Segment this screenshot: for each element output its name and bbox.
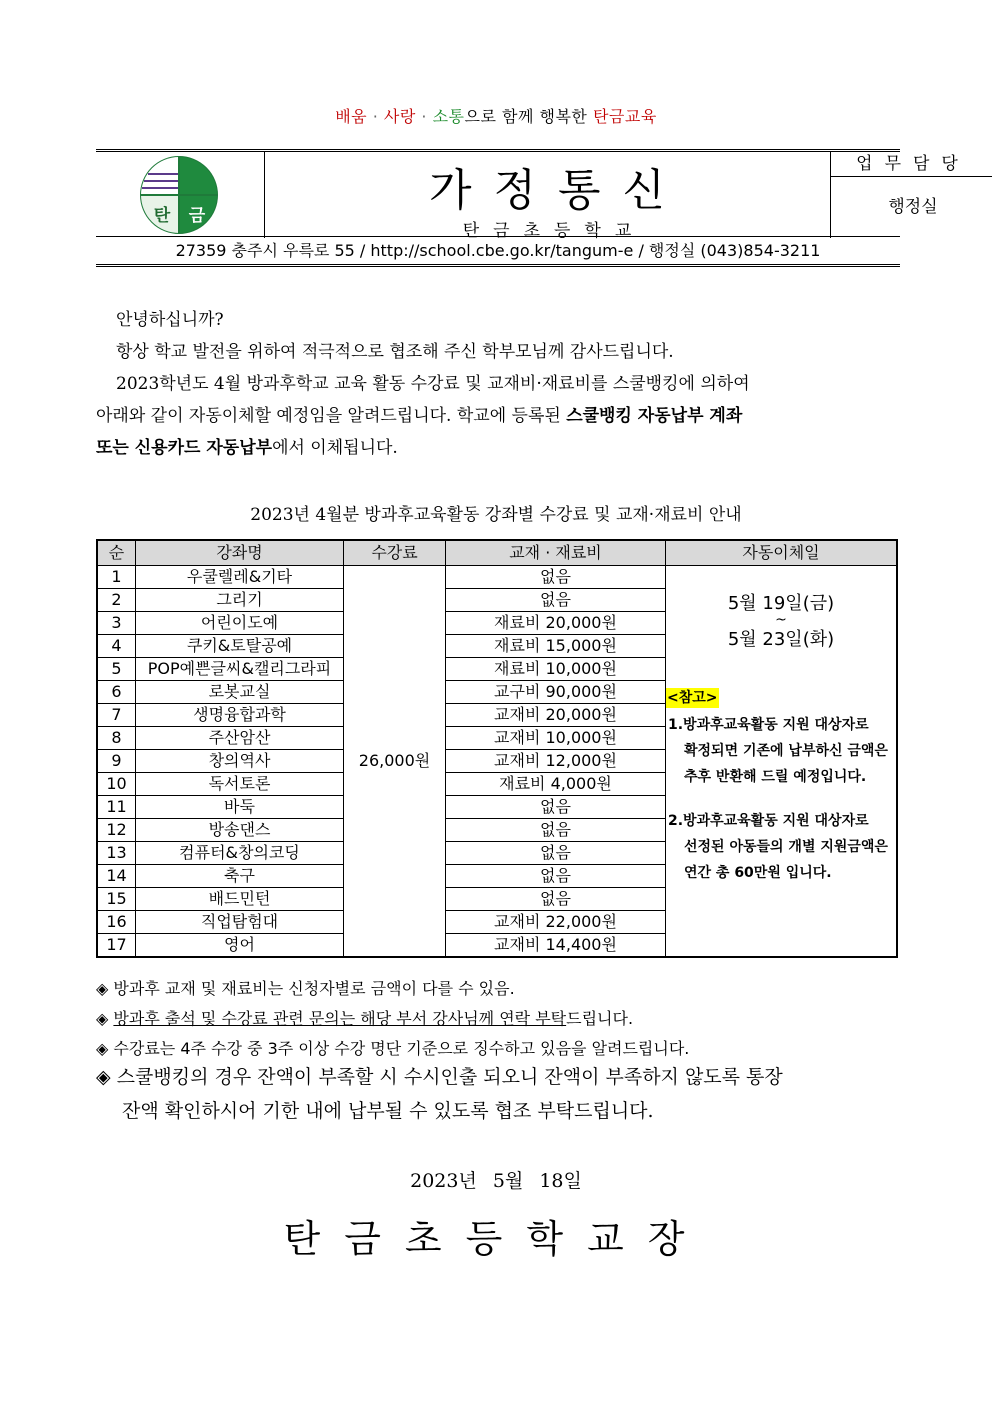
- note-1: [96, 976, 515, 999]
- cell-no: 7: [97, 704, 136, 727]
- cell-course-name: 독서토론: [136, 773, 344, 796]
- cell-no: 13: [97, 842, 136, 865]
- note-3: [96, 1036, 689, 1059]
- note-4a-text: 스쿨뱅킹의 경우 잔액이 부족할 시 수시인출 되오니 잔액이 부족하지 않도록 통장: [116, 1066, 783, 1088]
- cell-no: 8: [97, 727, 136, 750]
- cell-no: 6: [97, 681, 136, 704]
- letterhead: [96, 149, 970, 241]
- school-logo: [96, 152, 264, 238]
- cell-course-name: 어린이도예: [136, 612, 344, 635]
- cell-no: 11: [97, 796, 136, 819]
- ref-2b: 선정된 아동들의 개별 지원금액은: [684, 839, 888, 855]
- ref-1b: 확정되면 기존에 납부하신 금액은: [684, 743, 888, 759]
- cell-auto-transfer: [666, 566, 898, 958]
- cell-course-name: 바둑: [136, 796, 344, 819]
- intro-line3a: 2023학년도 4월 방과후학교 교육 활동 수강료 및 교재비·재료비를 스쿨뱅킹에 의하여: [116, 374, 750, 394]
- cell-no: 10: [97, 773, 136, 796]
- intro-line2: 항상 학교 발전을 위하여 적극적으로 협조해 주신 학부모님께 감사드립니다.: [116, 342, 674, 362]
- cell-no: 1: [97, 566, 136, 589]
- address-line: 27359 충주시 우륵로 55 / http://school.cbe.go.kr/tangum-e / 행정실 (043)854-3211: [96, 239, 900, 267]
- cell-course-name: 영어: [136, 934, 344, 958]
- ref-1c: 추후 반환해 드릴 예정입니다.: [684, 769, 867, 785]
- th-material: 교재 · 재료비: [446, 540, 666, 566]
- logo-cell: [96, 152, 265, 238]
- signer: 탄금초등학교장: [283, 1217, 709, 1261]
- cell-course-name: 우쿨렐레&기타: [136, 566, 344, 589]
- th-name: 강좌명: [136, 540, 344, 566]
- cell-fee: 26,000원: [344, 566, 446, 958]
- motto-a: 배움: [335, 107, 368, 126]
- table-header-row: [97, 540, 897, 566]
- bullet-icon: ◈: [96, 979, 109, 998]
- motto-d: 탄금교육: [592, 107, 657, 126]
- note-3-text: 수강료는 4주 수강 중 3주 이상 수강 명단 기준으로 징수하고 있음을 알려드립니다.: [113, 1039, 690, 1058]
- title-cell: [264, 152, 831, 241]
- note-1-text: 방과후 교재 및 재료비는 신청자별로 금액이 다를 수 있음.: [113, 979, 515, 998]
- cell-course-name: 창의역사: [136, 750, 344, 773]
- th-auto: 자동이체일: [666, 540, 898, 566]
- table-title: 2023년 4월분 방과후교육활동 강좌별 수강료 및 교재·재료비 안내: [250, 505, 742, 525]
- cell-material: 재료비 10,000원: [446, 658, 666, 681]
- note-2-underlined: 방과후 출석 및 수강료 관련 문의는 해당 부서 강사님께 연락 부탁: [113, 1009, 567, 1028]
- cell-material: 재료비 15,000원: [446, 635, 666, 658]
- cell-material: 없음: [446, 888, 666, 911]
- issue-date: 2023년 5월 18일: [410, 1170, 582, 1192]
- note-4: [96, 1060, 906, 1128]
- th-no: 순: [97, 540, 136, 566]
- cell-no: 12: [97, 819, 136, 842]
- ref-2c: 연간 총 60만원 입니다.: [684, 865, 832, 881]
- cell-course-name: 방송댄스: [136, 819, 344, 842]
- cell-course-name: 주산암산: [136, 727, 344, 750]
- cell-material: 교재비 22,000원: [446, 911, 666, 934]
- motto: [0, 104, 992, 127]
- school-name: 탄금초등학교: [462, 221, 646, 241]
- ref-2a: 2.방과후교육활동 지원 대상자로: [668, 813, 869, 829]
- cell-material: 없음: [446, 796, 666, 819]
- cell-course-name: 축구: [136, 865, 344, 888]
- intro-line3c-text: 에서 이체됩니다.: [272, 438, 398, 458]
- cell-course-name: POP예쁜글씨&캘리그라피: [136, 658, 344, 681]
- auto-date-end: 5월 23일(화): [727, 629, 835, 650]
- cell-no: 4: [97, 635, 136, 658]
- cell-course-name: 배드민턴: [136, 888, 344, 911]
- motto-c: 소통: [432, 107, 465, 126]
- ref-label: <참고>: [667, 690, 718, 706]
- greeting: [96, 304, 900, 464]
- note-4b: 잔액 확인하시어 기한 내에 납부될 수 있도록 협조 부탁드립니다.: [122, 1100, 654, 1122]
- fee-table: [96, 539, 898, 958]
- cell-no: 5: [97, 658, 136, 681]
- bullet-icon: ◈: [96, 1039, 109, 1058]
- cell-material: 없음: [446, 865, 666, 888]
- table-body: [97, 566, 897, 958]
- cell-no: 14: [97, 865, 136, 888]
- dept-name: 행정실: [888, 197, 938, 217]
- table-row: [97, 566, 897, 589]
- cell-no: 17: [97, 934, 136, 958]
- cell-material: 없음: [446, 819, 666, 842]
- auto-date-start: 5월 19일(금): [727, 593, 835, 614]
- intro-line3b-text: 아래와 같이 자동이체할 예정임을 알려드립니다. 학교에 등록된: [96, 406, 567, 426]
- intro-line1: 안녕하십니까?: [116, 310, 224, 330]
- cell-no: 16: [97, 911, 136, 934]
- cell-course-name: 그리기: [136, 589, 344, 612]
- cell-material: 교재비 10,000원: [446, 727, 666, 750]
- motto-sep1: ·: [367, 107, 384, 126]
- bullet-icon: ◈: [96, 1066, 111, 1088]
- logo-text-1: 탄: [153, 206, 171, 226]
- ref-item-2: [666, 808, 896, 886]
- cell-course-name: 쿠키&토탈공예: [136, 635, 344, 658]
- cell-material: 없음: [446, 589, 666, 612]
- motto-rest: 으로 함께 행복한: [464, 107, 593, 126]
- cell-material: 없음: [446, 842, 666, 865]
- cell-no: 15: [97, 888, 136, 911]
- dept-cell: [830, 152, 992, 238]
- th-fee: 수강료: [344, 540, 446, 566]
- intro-line3b-bold: 스쿨뱅킹 자동납부 계좌: [566, 406, 743, 426]
- cell-material: 교재비 20,000원: [446, 704, 666, 727]
- motto-b: 사랑: [383, 107, 416, 126]
- cell-material: 교구비 90,000원: [446, 681, 666, 704]
- logo-text-2: 금: [188, 206, 206, 226]
- intro-line3b: [96, 400, 900, 432]
- ref-item-1: [666, 712, 896, 790]
- cell-no: 3: [97, 612, 136, 635]
- cell-course-name: 생명융합과학: [136, 704, 344, 727]
- intro-line3c: [96, 432, 900, 464]
- motto-sep2: ·: [415, 107, 433, 126]
- cell-material: 재료비 4,000원: [446, 773, 666, 796]
- cell-material: 교재비 12,000원: [446, 750, 666, 773]
- cell-material: 없음: [446, 566, 666, 589]
- cell-course-name: 로봇교실: [136, 681, 344, 704]
- bullet-icon: ◈: [96, 1009, 109, 1028]
- cell-material: 교재비 14,400원: [446, 934, 666, 958]
- page-title: 가정통신: [428, 165, 687, 216]
- note-4a: [96, 1060, 906, 1094]
- cell-no: 2: [97, 589, 136, 612]
- auto-tilde: ~: [775, 612, 787, 628]
- cell-course-name: 컴퓨터&창의코딩: [136, 842, 344, 865]
- ref-1a: 1.방과후교육활동 지원 대상자로: [668, 717, 869, 733]
- cell-material: 재료비 20,000원: [446, 612, 666, 635]
- note-2: [96, 1006, 633, 1029]
- cell-no: 9: [97, 750, 136, 773]
- intro-line3c-bold: 또는 신용카드 자동납부: [96, 438, 273, 458]
- dept-label: 업무담당: [830, 152, 992, 177]
- cell-course-name: 직업탐험대: [136, 911, 344, 934]
- note-2-text: 드립니다.: [566, 1009, 634, 1028]
